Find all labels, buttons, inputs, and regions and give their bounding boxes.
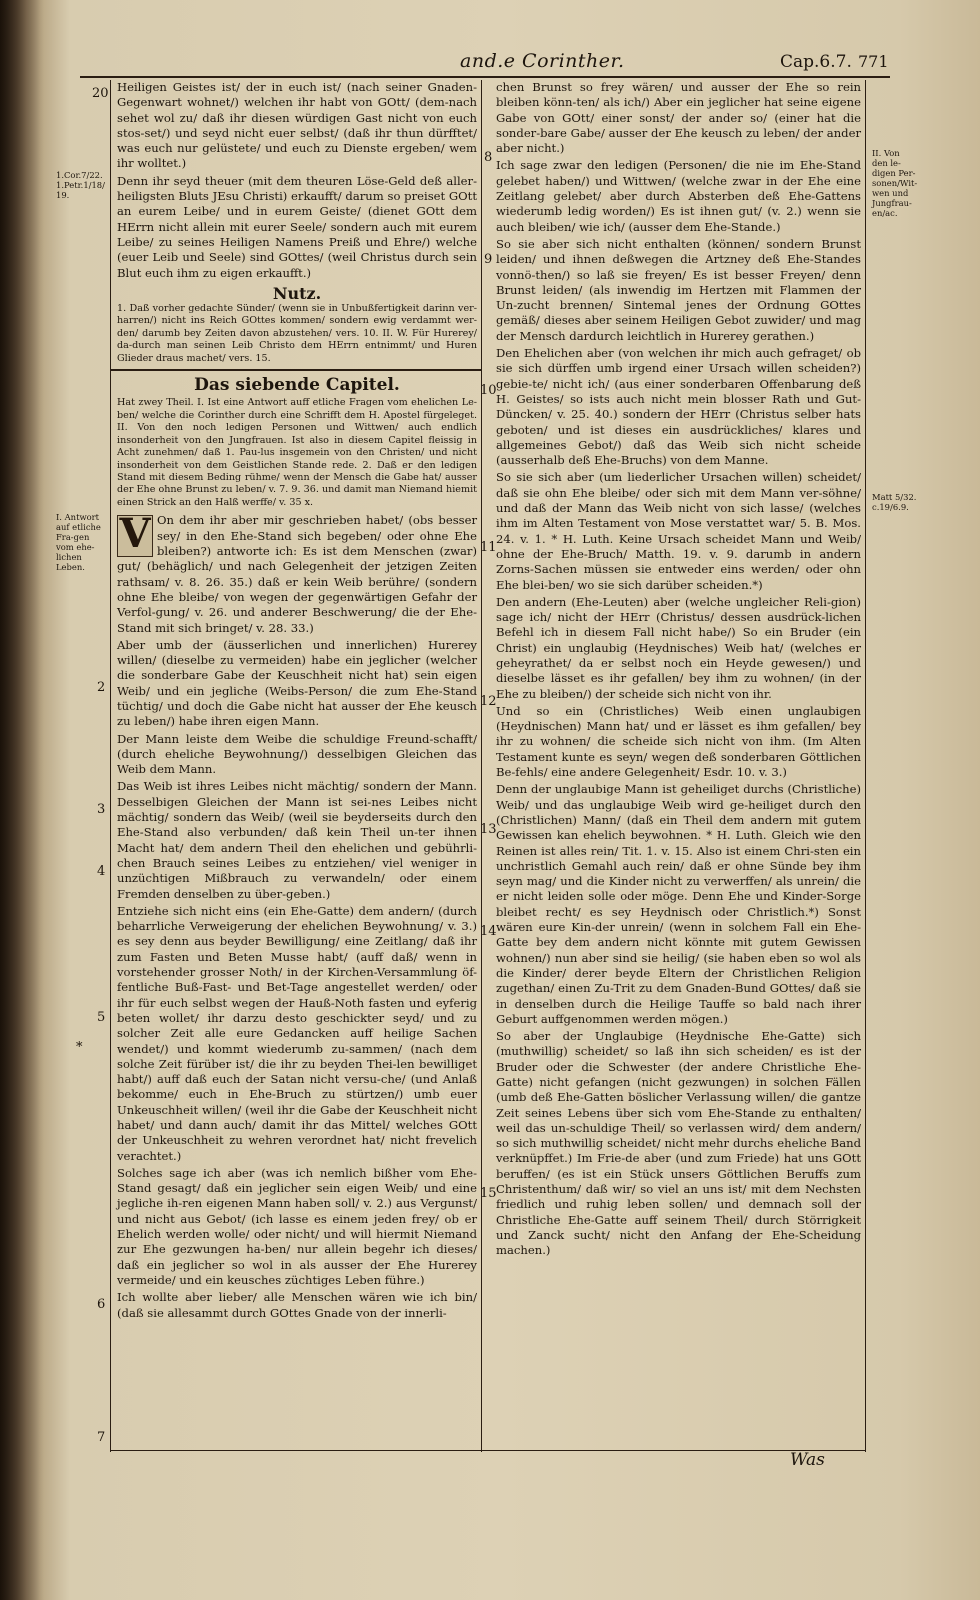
verse-paragraph: Solches sage ich aber (was ich nemlich bißher vom Ehe-Stand gesagt/ daß ein jeglicher sein eigen Weib/ und eine jegliche ih-ren eigenen Mann haben soll/ v. 2.) aus Vergunst/ und nicht aus Gebot/ (ich lasse es einem jeden frey/ ob er Ehelich werden wolle/ oder nicht/ und will hiermit Niemand zur Ehe gezwungen ha-ben/ nur allein begehr ich dieses/ daß ein jeglicher so wol in als ausser der Ehe Hurerey vermeide/ und ein keusches züchtiges Leben führe.) — [117, 1165, 477, 1287]
page-header — [80, 50, 890, 78]
page-number: 771 — [858, 52, 889, 71]
margin-note-left-mid: I. Antwort auf etliche Fra-gen vom ehe-lichen Leben. — [56, 512, 101, 573]
verse-number: 13 — [480, 822, 497, 837]
verse-number: 7 — [97, 1430, 106, 1445]
verse-number: 9 — [484, 252, 493, 267]
verse-number: 8 — [484, 150, 493, 165]
book-spine-shadow — [0, 0, 44, 1600]
verse-number: 14 — [480, 924, 497, 939]
margin-note-left-star: * — [76, 1040, 83, 1055]
bottom-rule — [110, 1450, 866, 1451]
verse-paragraph: Den andern (Ehe-Leuten) aber (welche ungleicher Reli-gion) sage ich/ nicht der HErr (Christus/ dessen ausdrück-lichen Befehl ich in diesem Fall nicht habe/) So ein Bruder (ein Christ) ein unglaubig (Heydnisches) Weib hat/ (welches er geheyrathet/ da er selbst noch ein Heyde gewesen/) und dieselbe lässet es ihr gefallen/ bey ihm zu wohnen/ (in der Ehe zu bleiben/) der scheide sich nicht von ihr. — [496, 594, 861, 701]
margin-note-right-mid: Matt 5/32. c.19/6.9. — [872, 492, 917, 513]
verse-paragraph: Der Mann leiste dem Weibe die schuldige Freund-schafft/ (durch eheliche Beywohnung/) desselbigen Gleichen das Weib dem Mann. — [117, 731, 477, 777]
running-title: and.e Corinther. — [460, 50, 625, 72]
drop-cap: V — [117, 515, 153, 557]
verse-number: 4 — [97, 864, 106, 879]
chapter-heading: Das siebende Capitel. — [194, 375, 400, 396]
verse-paragraph: Ich sage zwar den ledigen (Personen/ die nie im Ehe-Stand gelebet haben/) und Wittwen/ (welche zwar in der Ehe eine Zeitlang gelebet/ aber durch Absterben deß Ehe-Gattens wiederumb ledig worden/) Es ist ihnen gut/ (v. 2.) wenn sie auch bleiben/ wie ich/ (ausser dem Ehe-Stande.) — [496, 158, 861, 234]
verse-paragraph: Und so ein (Christliches) Weib einen unglaubigen (Heydnischen) Mann hat/ und er lässet es ihm gefallen/ bey ihr zu wohnen/ die scheide sich nicht von ihm. (Im Alten Testament kunte es seyn/ wegen deß sonderbaren Göttlichen Be-fehls/ eine andere Gelegenheit/ Esdr. 10. v. 3.) — [496, 703, 861, 780]
verse-number: 3 — [97, 802, 106, 817]
verse-paragraph: So aber der Unglaubige (Heydnische Ehe-Gatte) sich (muthwillig) scheidet/ so laß ihn sich scheiden/ es ist der Bruder oder die Schwester (der andere Christliche Ehe-Gatte) nicht gefangen (nicht gezwungen) in solchen Fällen (umb deß Ehe-Gatten böslicher Verlassung willen/ die gantze Zeit seines Lebens über sich vom Ehe-Stande zu enthalten/ weil das un-schuldige Theil/ so verlassen wird/ dem andern/ so sich muthwillig scheidet/ nicht mehr durchs eheliche Band verknüpffet.) Im Frie-de aber (und zum Friede) hat uns GOtt beruffen/ (es ist ein Stück unsers Göttlichen Beruffs zum Christenthum/ daß wir/ so viel an uns ist/ mit dem Nechsten friedlich und ruhig leben sollen/ und demnach soll der Christliche Ehe-Gatte auff seinem Theil/ durch Störrigkeit und Zanck sucht/ nicht den Anfang der Ehe-Scheidung machen.) — [496, 1029, 861, 1258]
right-column — [490, 80, 866, 1452]
verse-paragraph: So sie aber sich nicht enthalten (können/ sondern Brunst leiden/ und ihnen deßwegen die Artzney deß Ehe-Standes vonnö-then/) so laß sie freyen/ Es ist besser Freyen/ denn Brunst leiden/ (als inwendig im Hertzen mit Flammen der Un-zucht brennen/ Sintemal jenes der Ordnung GOttes gemäß/ dieses aber seinem Heiligen Gebot zuwider/ und mag der Mensch dardurch leichtlich in Hurerey gerathen.) — [496, 236, 861, 343]
margin-note-left-top: 1.Cor.7/22. 1.Petr.1/18/ 19. — [56, 170, 105, 201]
verse-number: 6 — [97, 1297, 106, 1312]
verse-paragraph: Entziehe sich nicht eins (ein Ehe-Gatte) dem andern/ (durch beharrliche Verweigerung der ehelichen Beywohnung/ v. 3.) es sey denn aus beyder Bewilligung/ eine Zeitlang/ daß ihr zum Fasten und Beten Musse habt/ (auff daß/ wenn in vorstehender grosser Noth/ in der Kirchen-Versammlung öf-fentliche Buß-Fast- und Bet-Tage angestellet werden/ oder ihr für euch selbst wegen der Hauß-Noth fasten und eyferig beten wollet/ ihr darzu desto geschickter seyd/ und zu solcher Zeit alle eure Gedancken auff heilige Sachen wendet/) und kommt wiederumb zu-sammen/ (nach dem solche Zeit fürüber ist/ die ihr zu beyden Thei-len bewilliget habt/) auff daß euch der Satan nicht versu-che/ (und Anlaß bekomme/ euch in Ehe-Bruch zu stürtzen/) umb euer Unkeuschheit willen/ (weil ihr die Gabe der Keuschheit nicht habet/ und dann auch/ damit ihr das Mittel/ welches GOtt der Unkeuschheit zu wehren verordnet hat/ nicht frevelich verachtet.) — [117, 903, 477, 1163]
chapter-reference: Cap.6.7. — [780, 52, 852, 72]
verse-paragraph: Ich wollte aber lieber/ alle Menschen wären wie ich bin/ (daß sie allesammt durch GOttes Gnade von der innerli- — [117, 1290, 477, 1320]
verse-paragraph: Das Weib ist ihres Leibes nicht mächtig/ sondern der Mann. Desselbigen Gleichen der Mann ist sei-nes Leibes nicht mächtig/ sondern das Weib/ (weil sie beyderseits durch den Ehe-Stand also verbunden/ daß kein Theil un-ter ihnen Macht hat/ dem andern Theil den ehelichen und gebührli-chen Brauch seines Leibes zu entziehen/ viel weniger in unzüchtigen Mißbrauch zu verwandeln/ oder einem Fremden denselben zu über-geben.) — [117, 779, 477, 901]
chapter-divider — [111, 369, 481, 371]
left-column — [110, 80, 482, 1452]
chapter-summary: Hat zwey Theil. I. Ist eine Antwort auff etliche Fragen vom ehelichen Le-ben/ welche die Corinther durch eine Schrifft dem H. Apostel fürgeleget. II. Von den noch ledigen Personen und Wittwen/ auch endlich insonderheit von den Jungfrauen. Ist also in diesem Capitel fleissig in Acht zunehmen/ daß 1. Pau-lus insgemein von den Christen/ und nicht insonderheit von dem Geistlichen Stande rede. 2. Daß er den ledigen Stand mit diesem Beding rühme/ wenn der Mensch die Gabe hat/ ausser der Ehe ohne Brunst zu leben/ v. 7. 9. 36. und damit man Niemand hiemit einen Strick an den Halß werffe/ v. 35 x. — [117, 397, 477, 508]
verse-number: 12 — [480, 694, 497, 709]
catchword: Was — [790, 1450, 825, 1470]
verse-number: 5 — [97, 1010, 106, 1025]
verse-number: 11 — [480, 540, 497, 555]
verse-number: 10 — [480, 383, 497, 398]
verse-paragraph: Heiligen Geistes ist/ der in euch ist/ (nach seiner Gnaden-Gegenwart wohnet/) welchen ihr habt von GOtt/ (dem-nach sehet wol zu/ daß ihr diesen würdigen Gast nicht von euch stos-set/) und seyd nicht euer selbst/ (daß ihr thun dürfftet/ was euch nur gelüstete/ und euch zu Dienste ergeben/ wem ihr wolltet.) — [117, 80, 477, 171]
verse-paragraph: Denn ihr seyd theuer (mit dem theuren Löse-Geld deß aller-heiligsten Bluts JEsu Christi) erkaufft/ darum so preiset GOtt an eurem Leibe/ und in eurem Geiste/ (dienet GOtt dem HErrn nicht allein mit eurer Seele/ sondern auch mit eurem Leibe/ zu seines Heiligen Namens Preiß und Ehre/) welche (euer Leib und Seele) sind GOttes/ (weil Christus durch sein Blut euch ihm zu eigen erkaufft.) — [117, 173, 477, 280]
verse-paragraph: Denn der unglaubige Mann ist geheiliget durchs (Christliche) Weib/ und das unglaubige Weib wird ge-heiliget durch den (Christlichen) Mann/ (daß ein Theil dem andern mit gutem Gewissen kan ehelich beywohnen. * H. Luth. Gleich wie den Reinen ist alles rein/ Tit. 1. v. 15. Also ist einem Chri-sten ein unchristlich Gemahl auch rein/ daß er ohne Sünde bey ihm seyn mag/ und die Kinder nicht zu verwerffen/ als unrein/ die er nicht leiden solle oder möge. Denn Ehe und Kinder-Sorge bleibet recht/ es sey Heydnisch oder Christlich.*) Sonst wären eure Kin-der unrein/ (wenn in solchem Fall ein Ehe-Gatte bey dem andern nicht könnte mit gutem Gewissen wohnen/) nun aber sind sie heilig/ (sie haben eben so wol als die Kinder/ derer beyde Eltern der Christlichen Religion zugethan/ einen Zu-Trit zu dem Gnaden-Bund GOttes/ daß sie in denselben durch die Heilige Tauffe so bald nach ihrer Geburt auffgenommen werden mögen.) — [496, 782, 861, 1026]
verse-paragraph: Den Ehelichen aber (von welchen ihr mich auch gefraget/ ob sie sich dürffen umb irgend einer Ursach willen scheiden?) gebie-te/ nicht ich/ (aus einer sonderbaren Offenbarung deß H. Geistes/ so ists auch nicht mein blosser Rath und Gut-Düncken/ v. 25. 40.) sondern der HErr (Christus selber hats geboten/ und ist dieses ein ausdrückliches/ klares und allgemeines Gebot/) daß das Weib sich nicht scheide (ausserhalb deß Ehe-Bruchs) von dem Manne. — [496, 346, 861, 468]
verse-paragraph: So sie sich aber (um liederlicher Ursachen willen) scheidet/ daß sie ohn Ehe bleibe/ oder sich mit dem Mann ver-söhne/ und daß der Mann das Weib nicht von sich lasse/ (welches ihm im Alten Testament von Mose verstattet war/ 5. B. Mos. 24. v. 1. * H. Luth. Keine Ursach scheidet Mann und Weib/ ohne der Ehe-Bruch/ Matth. 19. v. 9. darumb in andern Zorns-Sachen müssen sie entweder eins werden/ oder ohn Ehe blei-ben/ wo sie sich darüber scheiden.*) — [496, 470, 861, 592]
verse-paragraph: On dem ihr aber mir geschrieben habet/ (obs besser sey/ in den Ehe-Stand sich begeben/ oder ohne Ehe bleiben?) antworte ich: Es ist dem Menschen (zwar) gut/ (behäglich/ und nach Gelegenheit der jetzigen Zeiten rathsam/ v. 8. 26. 35.) daß er kein Weib berühre/ (sondern ohne Ehe bleibe/ von wegen der gegenwärtigen Gefahr der Verfol-gung/ v. 26. und anderer Beschwerung/ die der Ehe-Stand mit sich bringet/ v. 28. 33.) — [117, 513, 477, 635]
margin-note-right-top: II. Von den le-digen Per-sonen/Wit-wen und Jungfrau-en/ac. — [872, 148, 918, 219]
verse-number: 15 — [480, 1186, 497, 1201]
verse-paragraph: chen Brunst so frey wären/ und ausser der Ehe so rein bleiben könn-ten/ als ich/) Aber ein jeglicher hat seine eigene Gabe von GOtt/ einer sonst/ der ander so/ (einer hat die sonder-bare Gabe/ ausser der Ehe keusch zu leben/ der ander aber nicht.) — [496, 80, 861, 156]
nutz-text: 1. Daß vorher gedachte Sünder/ (wenn sie in Unbußfertigkeit darinn ver-harren/) nicht ins Reich GOttes kommen/ sondern ewig verdammt wer-den/ darumb bey Zeiten davon abzustehen/ vers. 10. II. W. Für Hurerey/ da-durch man seinen Leib Christo dem HErrn entnimmt/ und Huren Glieder draus machet/ vers. 15. — [117, 302, 477, 364]
verse-number: 20 — [92, 86, 109, 101]
verse-number: 2 — [97, 680, 106, 695]
nutz-heading: Nutz. — [272, 283, 322, 303]
verse-paragraph: Aber umb der (äusserlichen und innerlichen) Hurerey willen/ (dieselbe zu vermeiden) habe ein jeglicher (welcher die sonderbare Gabe der Keuschheit nicht hat) sein eigen Weib/ und ein jegliche (Weibs-Person/ die zum Ehe-Stand tüchtig/ und doch die Gabe nicht hat ausser der Ehe keusch zu leben/) habe ihren eigen Mann. — [117, 637, 477, 729]
